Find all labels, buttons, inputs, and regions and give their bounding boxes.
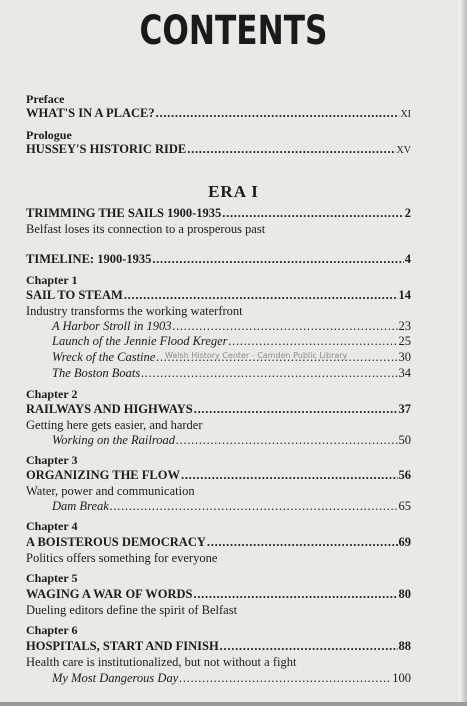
watermark: Walsh History Center - Camden Public Library	[165, 351, 348, 360]
prologue-label: Prologue	[26, 128, 72, 142]
entry-page: 4	[404, 252, 411, 266]
toc-subentry[interactable]	[52, 366, 411, 381]
entry-page: 34	[398, 366, 411, 380]
entry-page: 14	[398, 288, 411, 302]
toc-entry-preface[interactable]	[26, 106, 411, 122]
entry-title: RAILWAYS AND HIGHWAYS	[26, 402, 193, 416]
toc-entry-chapter-3[interactable]	[26, 468, 411, 483]
toc-entry-intro[interactable]	[26, 206, 411, 221]
entry-page: 56	[398, 468, 411, 482]
leader-dots	[187, 142, 395, 157]
chapter-description: Industry transforms the working waterfront	[26, 304, 243, 318]
entry-page: 37	[398, 402, 411, 416]
entry-page: XI	[400, 109, 411, 120]
leader-dots	[172, 319, 397, 334]
leader-dots	[220, 639, 398, 654]
preface-label: Preface	[26, 92, 65, 106]
chapter-label: Chapter 4	[26, 519, 78, 533]
entry-title: Wreck of the Castine	[52, 350, 156, 364]
page-title: CONTENTS	[139, 8, 328, 54]
entry-page: 88	[398, 639, 411, 653]
toc-subentry[interactable]	[52, 319, 411, 334]
leader-dots	[193, 587, 397, 602]
entry-title: Dam Break	[52, 499, 109, 513]
entry-title: HUSSEY'S HISTORIC RIDE	[26, 142, 187, 156]
leader-dots	[156, 106, 400, 121]
toc-subentry[interactable]	[52, 671, 411, 686]
page-bottom-edge	[0, 702, 467, 706]
chapter-label: Chapter 2	[26, 387, 78, 401]
entry-title: Working on the Railroad	[52, 433, 176, 447]
chapter-label: Chapter 6	[26, 623, 78, 637]
entry-title: HOSPITALS, START AND FINISH	[26, 639, 219, 653]
leader-dots	[110, 499, 398, 514]
entry-title: Launch of the Jennie Flood Kreger	[52, 334, 228, 348]
entry-page: 69	[398, 535, 411, 549]
leader-dots	[207, 535, 398, 550]
toc-subentry[interactable]	[52, 499, 411, 514]
toc-entry-chapter-6[interactable]	[26, 639, 411, 654]
entry-title: The Boston Boats	[52, 366, 141, 380]
intro-description: Belfast loses its connection to a prosperous past	[26, 222, 266, 236]
entry-page: 80	[398, 587, 411, 601]
entry-page: 30	[398, 350, 411, 364]
toc-entry-prologue[interactable]	[26, 142, 411, 158]
toc-entry-chapter-1[interactable]	[26, 288, 411, 303]
entry-title: TRIMMING THE SAILS 1900-1935	[26, 206, 222, 220]
chapter-description: Politics offers something for everyone	[26, 551, 218, 565]
entry-title: ORGANIZING THE FLOW	[26, 468, 180, 482]
entry-page: 23	[398, 319, 411, 333]
chapter-description: Health care is institutionalized, but not without a fight	[26, 655, 297, 669]
toc-entry-chapter-4[interactable]	[26, 535, 411, 550]
leader-dots	[222, 206, 403, 221]
toc-subentry[interactable]	[52, 433, 411, 448]
chapter-description: Getting here gets easier, and harder	[26, 418, 203, 432]
toc-subentry[interactable]	[52, 334, 411, 349]
era-heading: ERA I	[208, 182, 259, 201]
chapter-label: Chapter 3	[26, 453, 78, 467]
entry-page: 50	[398, 433, 411, 447]
toc-entry-chapter-2[interactable]	[26, 402, 411, 417]
leader-dots	[152, 252, 403, 267]
leader-dots	[141, 366, 397, 381]
leader-dots	[176, 433, 397, 448]
leader-dots	[194, 402, 398, 417]
entry-title: My Most Dangerous Day	[52, 671, 179, 685]
entry-page: 25	[398, 334, 411, 348]
chapter-label: Chapter 1	[26, 273, 78, 287]
entry-page: XV	[396, 145, 411, 156]
leader-dots	[124, 288, 398, 303]
chapter-description: Water, power and communication	[26, 484, 195, 498]
entry-page: 100	[392, 671, 411, 685]
toc-entry-timeline[interactable]	[26, 252, 411, 267]
leader-dots	[179, 671, 391, 686]
entry-title: A Harbor Stroll in 1903	[52, 319, 172, 333]
entry-title: WHAT'S IN A PLACE?	[26, 106, 155, 120]
entry-title: A BOISTEROUS DEMOCRACY	[26, 535, 206, 549]
chapter-description: Dueling editors define the spirit of Belfast	[26, 603, 238, 617]
entry-page: 65	[398, 499, 411, 513]
entry-page: 2	[404, 206, 411, 220]
toc-entry-chapter-5[interactable]	[26, 587, 411, 602]
leader-dots	[229, 334, 398, 349]
entry-title: SAIL TO STEAM	[26, 288, 123, 302]
entry-title: WAGING A WAR OF WORDS	[26, 587, 193, 601]
page-edge-shadow	[459, 0, 467, 706]
leader-dots	[181, 468, 398, 483]
chapter-label: Chapter 5	[26, 571, 78, 585]
entry-title: TIMELINE: 1900-1935	[26, 252, 152, 266]
